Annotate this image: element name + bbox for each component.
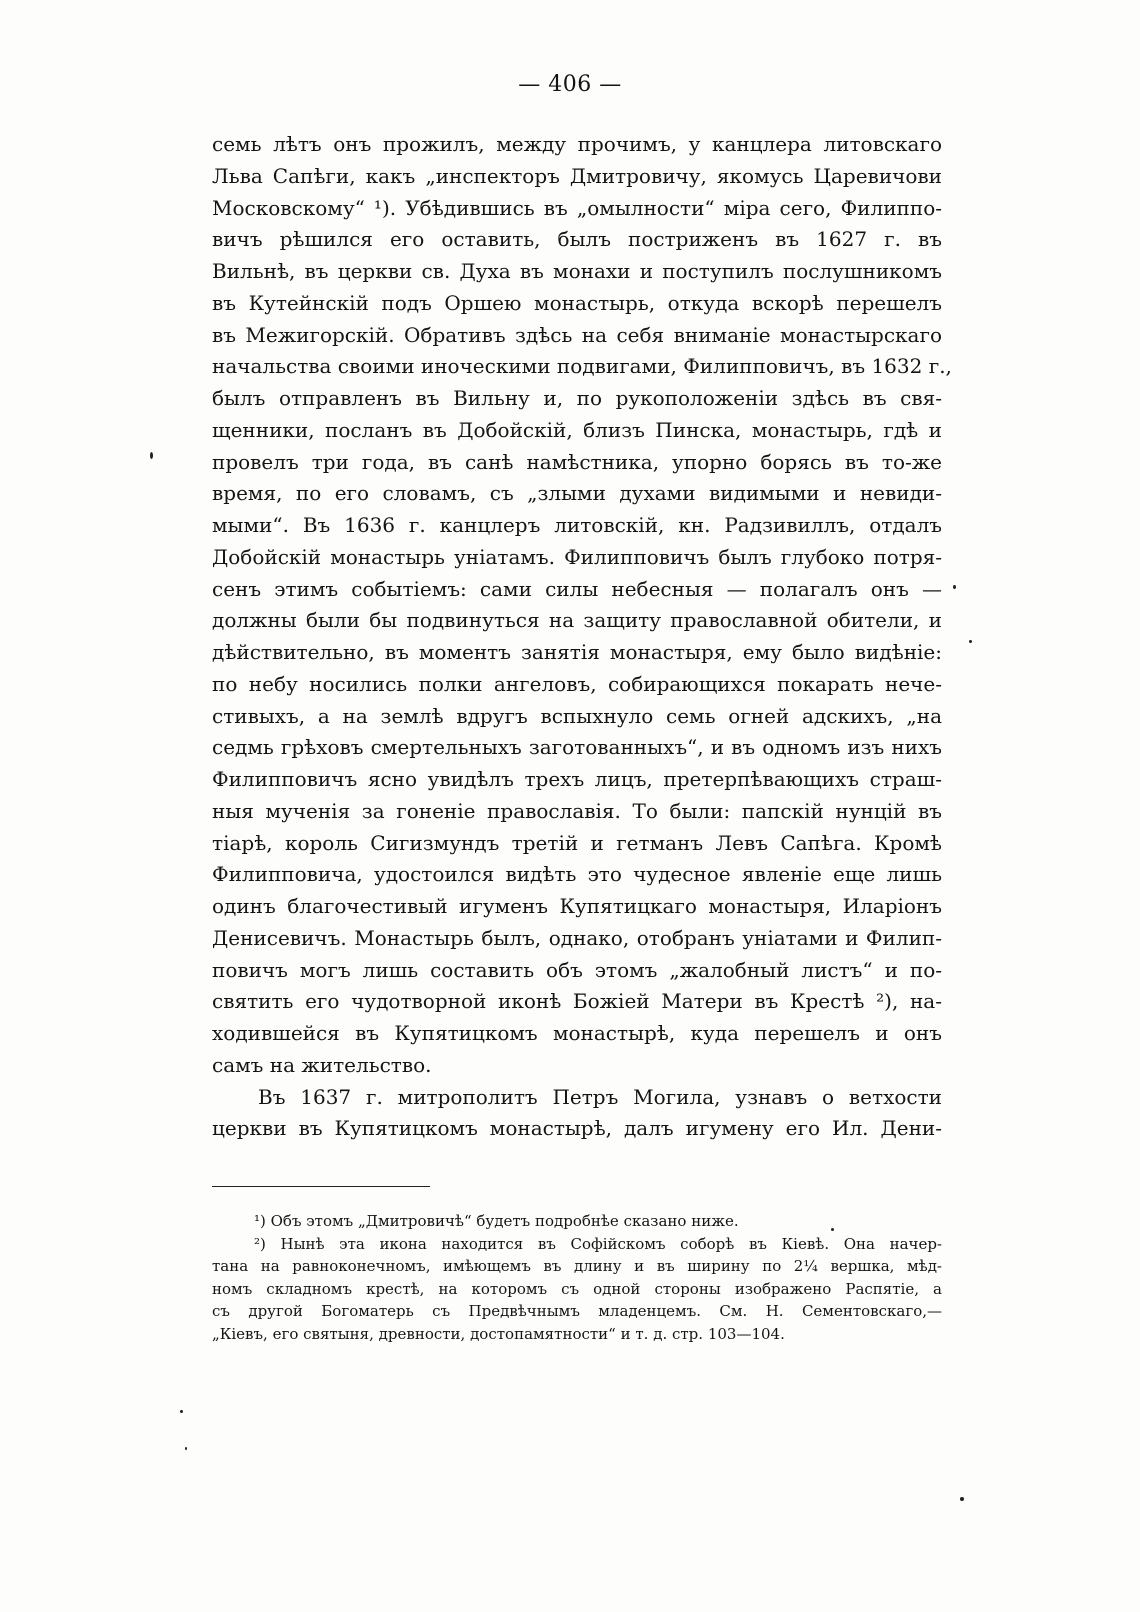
page-number: — 406 — bbox=[518, 72, 622, 97]
text-line: повичъ могъ лишь составить объ этомъ „жалобный листъ“ и по- bbox=[212, 957, 942, 982]
footnote-separator bbox=[212, 1186, 430, 1187]
scan-speck bbox=[180, 1410, 183, 1413]
text-line: одинъ благочестивый игуменъ Купятицкаго монастыря, Иларіонъ bbox=[212, 894, 942, 918]
text-line: ходившейся въ Купятицкомъ монастырѣ, куда перешелъ и онъ bbox=[212, 1021, 942, 1045]
text-line: провелъ три года, въ санѣ намѣстника, упорно борясь въ то-же bbox=[212, 449, 942, 474]
text-line: Добойскій монастырь уніатамъ. Филипповичъ былъ глубоко потря- bbox=[212, 544, 942, 569]
text-line: Вильнѣ, въ церкви св. Духа въ монахи и поступилъ послушникомъ bbox=[212, 259, 942, 283]
text-line: святить его чудотворной иконѣ Божіей Матери въ Крестѣ ²), на- bbox=[212, 989, 942, 1014]
scan-speck bbox=[185, 1447, 187, 1450]
text-line: дѣйствительно, въ моментъ занятія монастыря, ему было видѣніе: bbox=[212, 640, 942, 664]
text-line: вичъ рѣшился его оставить, былъ постриженъ въ 1627 г. въ bbox=[212, 227, 942, 252]
text-line: сенъ этимъ событіемъ: сами силы небесныя — полагалъ онъ — bbox=[212, 576, 942, 601]
text-line: въ Кутейнскій подъ Оршею монастырь, откуда вскорѣ перешелъ bbox=[212, 290, 942, 315]
text-line: былъ отправленъ въ Вильну и, по рукоположеніи здѣсь въ свя- bbox=[212, 386, 942, 410]
text-line: Филипповича, удостоился видѣть это чудесное явленіе еще лишь bbox=[212, 862, 942, 887]
text-line: Денисевичъ. Монастырь былъ, однако, отобранъ уніатами и Филип- bbox=[212, 925, 942, 950]
text-line: начальства своими иноческими подвигами, Филипповичъ, въ 1632 г., bbox=[212, 354, 952, 379]
footnote-line: ¹) Объ этомъ „Дмитровичѣ“ будетъ подробнѣе сказано ниже. bbox=[254, 1212, 739, 1230]
text-line: тіарѣ, король Сигизмундъ третій и гетманъ Левъ Сапѣга. Кромѣ bbox=[212, 830, 942, 855]
text-line: мыми“. Въ 1636 г. канцлеръ литовскій, кн. Радзивиллъ, отдалъ bbox=[212, 513, 942, 537]
text-line: самъ на жительство. bbox=[212, 1052, 432, 1077]
text-line: время, по его словамъ, съ „злыми духами видимыми и невиди- bbox=[212, 481, 942, 506]
text-line: Льва Сапѣги, какъ „инспекторъ Дмитровичу, якомусь Царевичови bbox=[212, 163, 942, 188]
text-line: Въ 1637 г. митрополитъ Петръ Могила, узнавъ о ветхости bbox=[258, 1084, 942, 1109]
text-line: седмь грѣховъ смертельныхъ заготованныхъ“, и въ одномъ изъ нихъ bbox=[212, 735, 942, 760]
text-line: Московскому“ ¹). Убѣдившись въ „омылности“ міра сего, Филиппо- bbox=[212, 195, 942, 220]
text-line: въ Межигорскій. Обративъ здѣсь на себя вниманіе монастырскаго bbox=[212, 322, 942, 347]
footnote-line: номъ складномъ крестѣ, на которомъ съ одной стороны изображено Распятіе, а bbox=[212, 1279, 942, 1298]
text-line: семь лѣтъ онъ прожилъ, между прочимъ, у канцлера литовскаго bbox=[212, 132, 942, 156]
footnote-line: ²) Нынѣ эта икона находится въ Софійскомъ соборѣ въ Кіевѣ. Она начер- bbox=[254, 1234, 942, 1253]
scan-speck bbox=[960, 1497, 964, 1501]
text-line: церкви въ Купятицкомъ монастырѣ, далъ игумену его Ил. Дени- bbox=[212, 1116, 942, 1141]
text-line: должны были бы подвинуться на защиту православной обители, и bbox=[212, 608, 942, 633]
text-line: щенники, посланъ въ Добойскій, близъ Пинска, монастырь, гдѣ и bbox=[212, 417, 942, 442]
text-line: Филипповичъ ясно увидѣлъ трехъ лицъ, претерпѣвающихъ страш- bbox=[212, 767, 942, 791]
text-line: стивыхъ, а на землѣ вдругъ вспыхнуло семь огней адскихъ, „на bbox=[212, 703, 942, 728]
scan-speck bbox=[831, 1228, 834, 1231]
scan-speck bbox=[953, 585, 956, 589]
main-text bbox=[212, 129, 952, 1145]
footnote-line: тана на равноконечномъ, имѣющемъ въ длину и въ ширину по 2¼ вершка, мѣд- bbox=[212, 1257, 942, 1275]
footnote-line: „Кіевъ, его святыня, древности, достопамятности“ и т. д. стр. 103—104. bbox=[212, 1324, 785, 1343]
scan-speck bbox=[150, 452, 153, 459]
scan-speck bbox=[969, 640, 972, 643]
footnote-line: съ другой Богоматерь съ Предвѣчнымъ младенцемъ. См. Н. Сементовскаго,— bbox=[212, 1302, 942, 1320]
text-line: по небу носились полки ангеловъ, собирающихся покарать нече- bbox=[212, 671, 942, 696]
text-line: ныя мученія за гоненіе православія. То были: папскій нунцій въ bbox=[212, 798, 942, 823]
